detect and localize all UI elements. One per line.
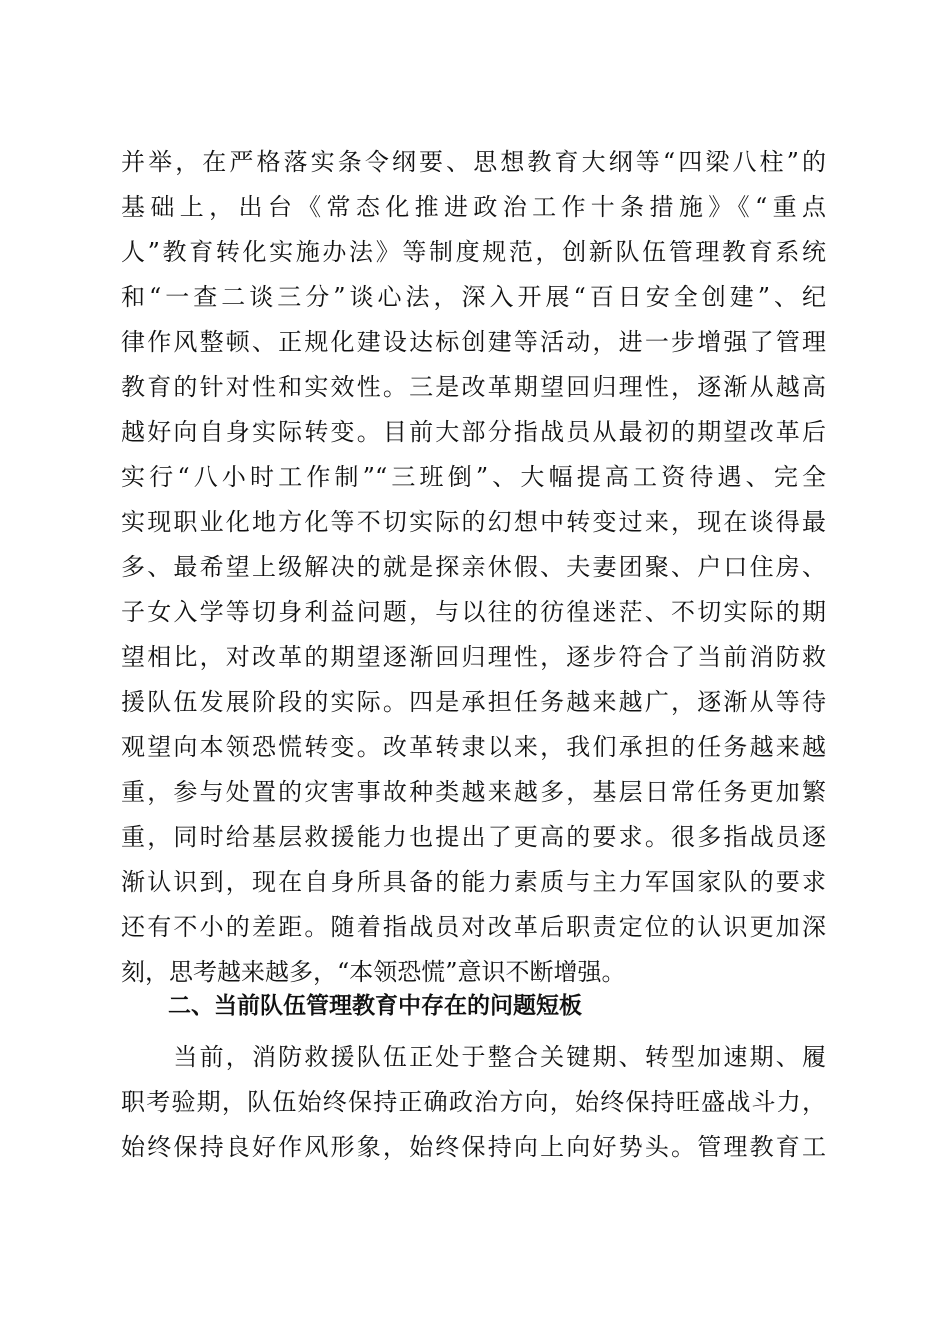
body-text-line: 观望向本领恐慌转变。改革转隶以来，我们承担的任务越来越 bbox=[121, 733, 826, 761]
body-text-line: 实行“八小时工作制”“三班倒”、大幅提高工资待遇、完全 bbox=[121, 463, 826, 491]
body-text-line: 职考验期，队伍始终保持正确政治方向，始终保持旺盛战斗力， bbox=[121, 1088, 826, 1116]
body-text-line: 始终保持良好作风形象，始终保持向上向好势头。管理教育工 bbox=[121, 1133, 826, 1161]
body-text-line: 多、最希望上级解决的就是探亲休假、夫妻团聚、户口住房、 bbox=[121, 553, 826, 581]
section-heading: 二、当前队伍管理教育中存在的问题短板 bbox=[168, 993, 582, 1019]
body-text-line: 子女入学等切身利益问题，与以往的彷徨迷茫、不切实际的期 bbox=[121, 598, 826, 626]
body-text-line: 刻，思考越来越多，“本领恐慌”意识不断增强。 bbox=[121, 958, 626, 986]
body-text-line: 当前，消防救援队伍正处于整合关键期、转型加速期、履 bbox=[121, 1043, 826, 1071]
body-text-line: 援队伍发展阶段的实际。四是承担任务越来越广，逐渐从等待 bbox=[121, 688, 826, 716]
body-text-line: 重，参与处置的灾害事故种类越来越多，基层日常任务更加繁 bbox=[121, 778, 826, 806]
body-text-line: 还有不小的差距。随着指战员对改革后职责定位的认识更加深 bbox=[121, 913, 826, 941]
body-text-line: 越好向自身实际转变。目前大部分指战员从最初的期望改革后 bbox=[121, 418, 826, 446]
body-text-line: 律作风整顿、正规化建设达标创建等活动，进一步增强了管理 bbox=[121, 328, 826, 356]
body-text-line: 和“一查二谈三分”谈心法，深入开展“百日安全创建”、纪 bbox=[121, 283, 826, 311]
body-text-line: 望相比，对改革的期望逐渐回归理性，逐步符合了当前消防救 bbox=[121, 643, 826, 671]
body-text-line: 渐认识到，现在自身所具备的能力素质与主力军国家队的要求 bbox=[121, 868, 826, 896]
body-text-line: 并举，在严格落实条令纲要、思想教育大纲等“四梁八柱”的 bbox=[121, 148, 826, 176]
body-text-line: 教育的针对性和实效性。三是改革期望回归理性，逐渐从越高 bbox=[121, 373, 826, 401]
body-text-line: 重，同时给基层救援能力也提出了更高的要求。很多指战员逐 bbox=[121, 823, 826, 851]
body-text-line: 人”教育转化实施办法》等制度规范，创新队伍管理教育系统 bbox=[121, 238, 826, 266]
body-text-line: 基础上，出台《常态化推进政治工作十条措施》《“重点 bbox=[121, 193, 826, 221]
body-text-line: 实现职业化地方化等不切实际的幻想中转变过来，现在谈得最 bbox=[121, 508, 826, 536]
